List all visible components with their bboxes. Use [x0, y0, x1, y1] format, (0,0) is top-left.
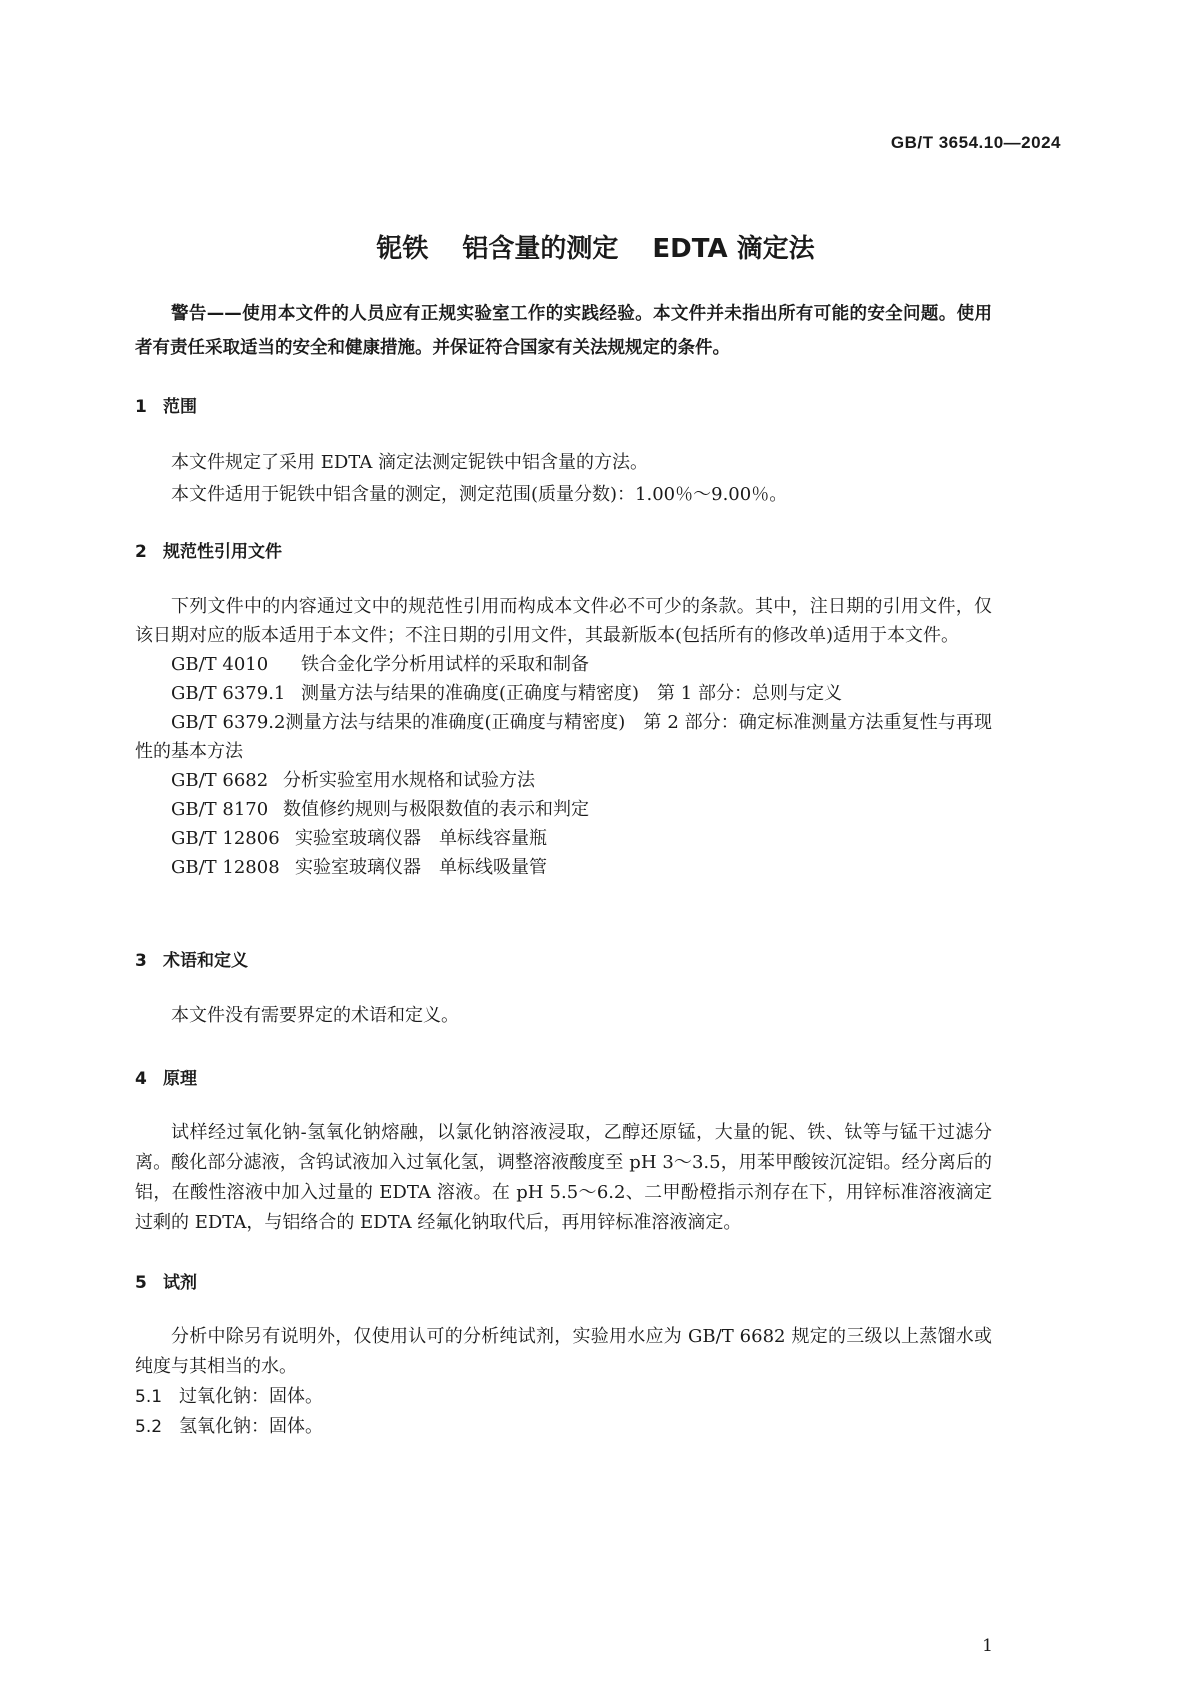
- section-title: 试剂: [163, 1273, 197, 1293]
- reference-code: GB/T 6682: [171, 770, 269, 791]
- reference-item: [135, 853, 992, 882]
- section-number: 5: [135, 1273, 147, 1293]
- section-title: 术语和定义: [163, 951, 248, 971]
- reference-title: 数值修约规则与极限数值的表示和判定: [283, 799, 589, 820]
- reference-item: [135, 708, 992, 766]
- reagent-item: [135, 1382, 992, 1412]
- section-5-body: [135, 1322, 992, 1442]
- reference-title: 测量方法与结果的准确度(正确度与精密度) 第 2 部分：确定标准测量方法重复性与再现性的基本方法: [135, 712, 992, 762]
- reference-item: [135, 679, 992, 708]
- paragraph: 本文件规定了采用 EDTA 滴定法测定铌铁中铝含量的方法。: [171, 452, 649, 473]
- section-number: 2: [135, 542, 147, 562]
- warning-block: [135, 297, 992, 365]
- title-part-2: 铝含量的测定: [462, 234, 619, 264]
- title-part-1: 铌铁: [376, 234, 429, 264]
- paragraph: 下列文件中的内容通过文中的规范性引用而构成本文件必不可少的条款。其中，注日期的引用文件，仅该日期对应的版本适用于本文件；不注日期的引用文件，其最新版本(包括所有的修改单)适用于本文件。: [135, 596, 992, 646]
- section-number: 3: [135, 951, 147, 971]
- section-title: 原理: [163, 1069, 197, 1089]
- reference-code: GB/T 6379.1: [171, 683, 286, 704]
- title-part-3: EDTA 滴定法: [652, 234, 815, 264]
- reference-item: [135, 824, 992, 853]
- section-1-body: [135, 447, 992, 511]
- section-title: 范围: [163, 397, 197, 417]
- item-number: 5.1: [135, 1387, 163, 1407]
- reference-code: GB/T 12806: [171, 828, 280, 849]
- section-1-heading: [135, 392, 197, 417]
- paragraph: 试样经过氧化钠-氢氧化钠熔融，以氯化钠溶液浸取，乙醇还原锰，大量的铌、铁、钛等与锰干过滤分离。酸化部分滤液，含钨试液加入过氧化氢，调整溶液酸度至 pH 3～3.5，用苯甲酸铵沉淀铝。经分离后的铝，在酸性溶液中加入过量的 EDTA 溶液。在 pH 5.5～6.2、二甲酚橙指示剂存在下，用锌标准溶液滴定过剩的 EDTA，与铝络合的 EDTA 经氟化钠取代后，再用锌标准溶液滴定。: [135, 1122, 992, 1233]
- section-5-heading: [135, 1268, 197, 1293]
- reference-code: GB/T 12808: [171, 857, 280, 878]
- paragraph: 本文件没有需要界定的术语和定义。: [171, 1005, 459, 1026]
- reference-item: [135, 766, 992, 795]
- reference-title: 分析实验室用水规格和试验方法: [283, 770, 535, 791]
- section-4-body: [135, 1118, 992, 1238]
- reference-code: GB/T 8170: [171, 799, 269, 820]
- section-2-body: [135, 592, 992, 882]
- reference-title: 铁合金化学分析用试样的采取和制备: [301, 654, 589, 675]
- standard-code: GB/T 3654.10—2024: [890, 133, 1061, 152]
- section-3-body: [135, 1000, 992, 1032]
- reference-item: [135, 650, 992, 679]
- reagent-item: [135, 1412, 992, 1442]
- reference-title: 测量方法与结果的准确度(正确度与精密度) 第 1 部分：总则与定义: [301, 683, 842, 704]
- item-text: 过氧化钠：固体。: [179, 1386, 323, 1407]
- reference-code: GB/T 4010: [171, 654, 269, 675]
- section-number: 1: [135, 397, 147, 417]
- section-3-heading: [135, 946, 248, 971]
- item-text: 氢氧化钠：固体。: [179, 1416, 323, 1437]
- warning-text: 警告——使用本文件的人员应有正规实验室工作的实践经验。本文件并未指出所有可能的安全问题。使用者有责任采取适当的安全和健康措施。并保证符合国家有关法规规定的条件。: [135, 304, 992, 358]
- document-title: [0, 228, 1191, 265]
- paragraph: 分析中除另有说明外，仅使用认可的分析纯试剂，实验用水应为 GB/T 6682 规定的三级以上蒸馏水或纯度与其相当的水。: [135, 1326, 992, 1377]
- item-number: 5.2: [135, 1417, 163, 1437]
- paragraph: 本文件适用于铌铁中铝含量的测定，测定范围(质量分数)：1.00％～9.00％。: [171, 484, 788, 505]
- section-title: 规范性引用文件: [163, 542, 282, 562]
- page-number: 1: [982, 1636, 993, 1656]
- reference-title: 实验室玻璃仪器 单标线吸量管: [295, 857, 547, 878]
- reference-title: 实验室玻璃仪器 单标线容量瓶: [295, 828, 547, 849]
- reference-code: GB/T 6379.2: [171, 712, 286, 733]
- reference-item: [135, 795, 992, 824]
- section-2-heading: [135, 537, 282, 562]
- section-number: 4: [135, 1069, 147, 1089]
- section-4-heading: [135, 1064, 197, 1089]
